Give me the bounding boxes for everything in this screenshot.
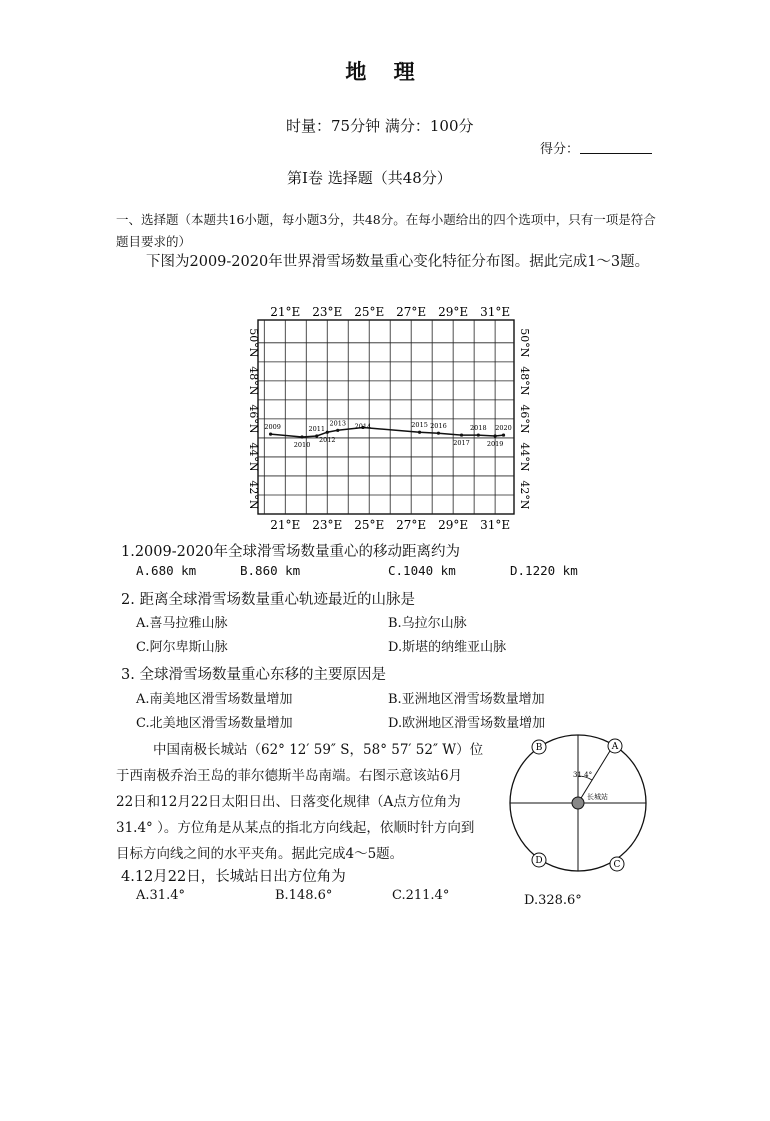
point-b-label: B bbox=[535, 743, 543, 753]
q1-option-c[interactable]: C.1040 km bbox=[388, 563, 456, 578]
point-2016 bbox=[437, 432, 440, 435]
y-tick-label-right: 50°N bbox=[518, 328, 531, 358]
passage-line: 22日和12月22日太阳日出、日落变化规律（A点方位角为 bbox=[116, 794, 461, 810]
q2-option-a[interactable]: A.喜马拉雅山脉 bbox=[136, 616, 228, 631]
y-tick-label-left: 42°N bbox=[247, 480, 260, 510]
passage-line: 于西南极乔治王岛的菲尔德斯半岛南端。右图示意该站6月 bbox=[116, 768, 463, 784]
exam-info: 时量：75分钟 满分：100分 bbox=[286, 117, 474, 135]
point-2017 bbox=[460, 433, 463, 436]
point-2011 bbox=[315, 434, 318, 437]
year-label-2011: 2011 bbox=[308, 425, 326, 434]
y-tick-label-right: 44°N bbox=[518, 442, 531, 472]
q1-option-d[interactable]: D.1220 km bbox=[510, 563, 578, 578]
point-2018 bbox=[477, 433, 480, 436]
azimuth-diagram bbox=[505, 736, 655, 886]
q1-option-a[interactable]: A.680 km bbox=[136, 563, 197, 578]
y-tick-label-left: 48°N bbox=[247, 366, 260, 396]
point-2013 bbox=[336, 429, 339, 432]
page-title: 地 理 bbox=[345, 59, 425, 84]
ski-center-chart bbox=[228, 300, 531, 534]
score-blank[interactable] bbox=[580, 153, 652, 154]
year-label-2019: 2019 bbox=[486, 440, 504, 449]
chart-intro: 下图为2009-2020年世界滑雪场数量重心变化特征分布图。据此完成1～3题。 bbox=[146, 254, 650, 270]
year-label-2014: 2014 bbox=[354, 422, 372, 431]
x-tick-label-bottom: 27°E bbox=[396, 518, 427, 532]
station-marker bbox=[572, 797, 584, 809]
q1-option-b[interactable]: B.860 km bbox=[240, 563, 301, 578]
q4-option-c[interactable]: C.211.4° bbox=[392, 888, 450, 903]
part-title: 第Ⅰ卷 选择题（共48分） bbox=[287, 169, 452, 187]
year-label-2009: 2009 bbox=[264, 423, 281, 432]
plot-frame bbox=[258, 320, 514, 514]
point-d-label: D bbox=[535, 856, 543, 866]
point-2009 bbox=[269, 433, 272, 436]
q4-option-a[interactable]: A.31.4° bbox=[136, 888, 185, 903]
year-label-2010: 2010 bbox=[293, 440, 311, 449]
y-tick-label-left: 50°N bbox=[247, 328, 260, 358]
point-2012 bbox=[326, 431, 329, 434]
q4-option-d[interactable]: D.328.6° bbox=[524, 893, 582, 908]
point-a-label: A bbox=[611, 742, 619, 752]
year-label-2017: 2017 bbox=[453, 439, 470, 448]
passage bbox=[116, 737, 483, 867]
point-2019 bbox=[494, 434, 497, 437]
x-tick-label-bottom: 29°E bbox=[438, 518, 469, 532]
y-tick-label-left: 46°N bbox=[247, 404, 260, 434]
y-tick-label-right: 42°N bbox=[518, 480, 531, 510]
q2-stem: 2. 距离全球滑雪场数量重心轨迹最近的山脉是 bbox=[121, 592, 415, 608]
score-label: 得分： bbox=[540, 142, 580, 157]
year-label-2013: 2013 bbox=[329, 419, 347, 428]
trajectory-line bbox=[271, 428, 504, 438]
q2-option-c[interactable]: C.阿尔卑斯山脉 bbox=[136, 640, 228, 655]
q4-option-b[interactable]: B.148.6° bbox=[275, 888, 333, 903]
point-2015 bbox=[418, 431, 421, 434]
point-2010 bbox=[300, 435, 303, 438]
x-tick-label-top: 21°E bbox=[270, 305, 301, 319]
x-tick-label-bottom: 23°E bbox=[312, 518, 343, 532]
passage-line: 31.4° ）。方位角是从某点的指北方向线起，依顺时针方向到 bbox=[116, 820, 475, 836]
x-tick-label-top: 27°E bbox=[396, 305, 427, 319]
station-label: 长城站 bbox=[587, 793, 608, 801]
year-label-2015: 2015 bbox=[411, 421, 428, 430]
q2-option-b[interactable]: B.乌拉尔山脉 bbox=[388, 616, 467, 631]
x-tick-label-top: 25°E bbox=[354, 305, 385, 319]
angle-label: 31.4° bbox=[573, 771, 593, 779]
year-label-2012: 2012 bbox=[318, 436, 336, 445]
y-tick-label-right: 48°N bbox=[518, 366, 531, 396]
point-2020 bbox=[502, 433, 505, 436]
passage-line: 中国南极长城站（62° 12′ 59″ S，58° 57′ 52″ W）位 bbox=[153, 742, 484, 758]
x-tick-label-bottom: 25°E bbox=[354, 518, 385, 532]
passage-line: 目标方向线之间的水平夹角。据此完成4～5题。 bbox=[116, 846, 404, 862]
x-tick-label-bottom: 31°E bbox=[480, 518, 511, 532]
q3-option-a[interactable]: A.南美地区滑雪场数量增加 bbox=[136, 692, 293, 707]
q3-option-d[interactable]: D.欧洲地区滑雪场数量增加 bbox=[388, 716, 546, 731]
q3-stem: 3. 全球滑雪场数量重心东移的主要原因是 bbox=[121, 667, 386, 683]
q3-option-c[interactable]: C.北美地区滑雪场数量增加 bbox=[136, 716, 293, 731]
section-instructions: 一、选择题（本题共16小题，每小题3分，共48分。在每小题给出的四个选项中，只有一项是符合题目要求的） bbox=[116, 212, 656, 249]
x-tick-label-top: 31°E bbox=[480, 305, 511, 319]
year-label-2016: 2016 bbox=[430, 422, 447, 431]
y-tick-label-right: 46°N bbox=[518, 404, 531, 434]
x-tick-label-top: 29°E bbox=[438, 305, 469, 319]
year-label-2018: 2018 bbox=[470, 424, 487, 433]
q2-option-d[interactable]: D.斯堪的纳维亚山脉 bbox=[388, 640, 507, 655]
q3-option-b[interactable]: B.亚洲地区滑雪场数量增加 bbox=[388, 692, 545, 707]
y-tick-label-left: 44°N bbox=[247, 442, 260, 472]
point-c-label: C bbox=[613, 860, 621, 870]
q1-stem: 1.2009-2020年全球滑雪场数量重心的移动距离约为 bbox=[121, 544, 461, 560]
q4-stem: 4.12月22日，长城站日出方位角为 bbox=[121, 869, 346, 885]
year-label-2020: 2020 bbox=[495, 424, 512, 433]
x-tick-label-bottom: 21°E bbox=[270, 518, 301, 532]
x-tick-label-top: 23°E bbox=[312, 305, 343, 319]
